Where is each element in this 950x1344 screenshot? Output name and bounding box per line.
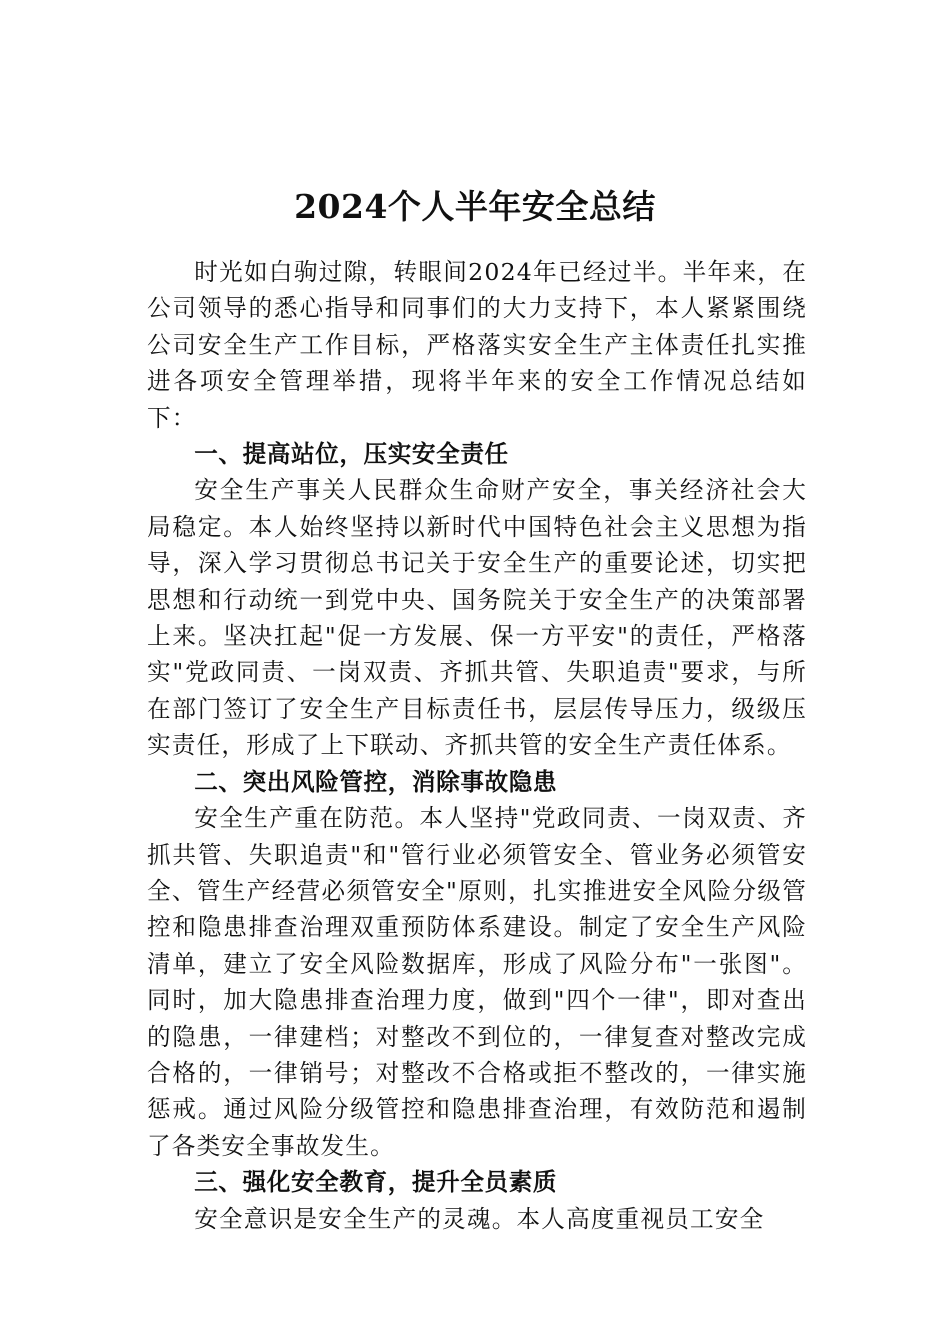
intro-paragraph: 时光如白驹过隙，转眼间2024年已经过半。半年来，在公司领导的悉心指导和同事们的大力支持下，本人紧紧围绕公司安全生产工作目标，严格落实安全生产主体责任扎实推进各项安全管理举措，现将半年来的安全工作情况总结如下： <box>147 258 807 432</box>
document-body <box>147 254 807 1237</box>
section-3-paragraph: 安全意识是安全生产的灵魂。本人高度重视员工安全 <box>194 1204 765 1233</box>
section-1-heading: 一、提高站位，压实安全责任 <box>194 440 509 469</box>
section-2-paragraph: 安全生产重在防范。本人坚持"党政同责、一岗双责、齐抓共管、失职追责"和"管行业必须管安全、管业务必须管安全、管生产经营必须管安全"原则，扎实推进安全风险分级管控和隐患排查治理双重预防体系建设。制定了安全生产风险清单，建立了安全风险数据库，形成了风险分布"一张图"。同时，加大隐患排查治理力度，做到"四个一律"，即对查出的隐患，一律建档；对整改不到位的，一律复查对整改完成合格的，一律销号；对整改不合格或拒不整改的，一律实施惩戒。通过风险分级管控和隐患排查治理，有效防范和遏制了各类安全事故发生。 <box>147 804 807 1160</box>
section-2-heading: 二、突出风险管控，消除事故隐患 <box>194 767 558 796</box>
section-1-paragraph: 安全生产事关人民群众生命财产安全，事关经济社会大局稳定。本人始终坚持以新时代中国特色社会主义思想为指导，深入学习贯彻总书记关于安全生产的重要论述，切实把思想和行动统一到党中央、国务院关于安全生产的决策部署上来。坚决扛起"促一方发展、保一方平安"的责任，严格落实"党政同责、一岗双责、齐抓共管、失职追责"要求，与所在部门签订了安全生产目标责任书，层层传导压力，级级压实责任，形成了上下联动、齐抓共管的安全生产责任体系。 <box>147 476 807 760</box>
section-3-heading: 三、强化安全教育，提升全员素质 <box>194 1168 558 1197</box>
document-title: 2024个人半年安全总结 <box>294 187 656 227</box>
